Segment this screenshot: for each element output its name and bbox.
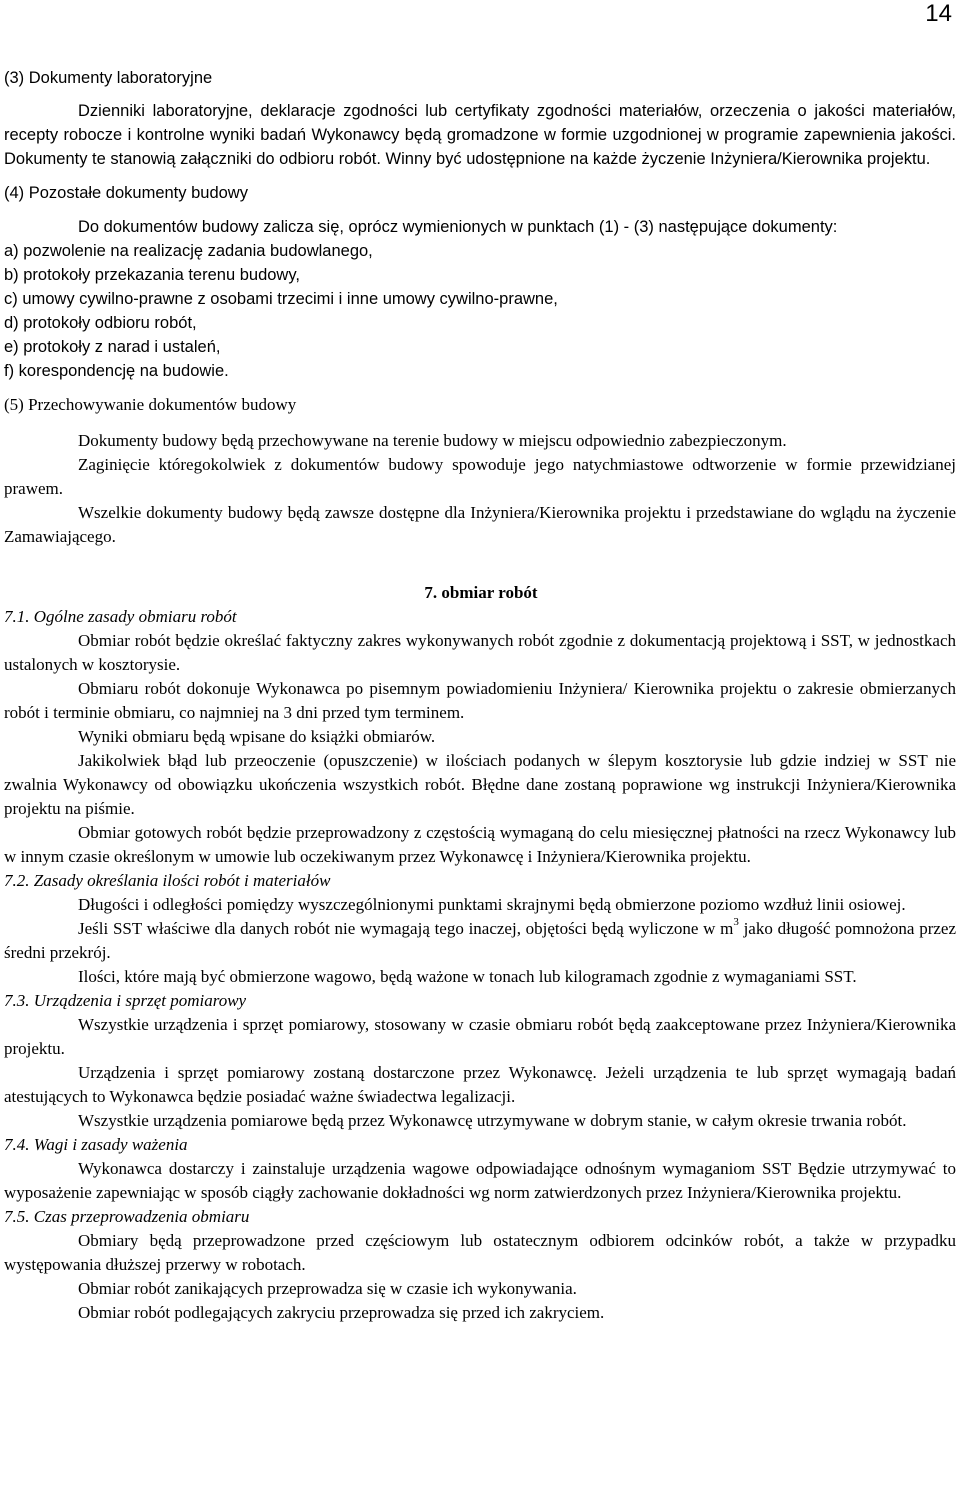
subsection-title: 7.1. Ogólne zasady obmiaru robót <box>4 607 237 626</box>
superscript: 3 <box>733 916 739 929</box>
paragraph: Wykonawca dostarczy i zainstaluje urządzenia wagowe odpowiadające odnośnym wymaganiom SST Będzie utrzymywać to wyposażenie zapewniając w sposób ciągły zachowanie dokładności wg norm zatwierdzonych przez Inżyniera/Kierownika projektu. <box>4 1159 956 1202</box>
paragraph: Urządzenia i sprzęt pomiarowy zostaną dostarczone przez Wykonawcę. Jeżeli urządzenia te lub sprzęt wymagają badań atestujących to Wykonawca będzie posiadać ważne świadectwa legalizacji. <box>4 1063 956 1106</box>
section-heading: (5) Przechowywanie dokumentów budowy <box>4 395 297 414</box>
chapter-title: 7. obmiar robót <box>424 583 538 602</box>
paragraph: Do dokumentów budowy zalicza się, oprócz wymienionych w punktach (1) - (3) następujące dokumenty: <box>78 218 838 236</box>
chapter-measurement <box>4 581 956 1325</box>
paragraph: Obmiar robót będzie określać faktyczny zakres wykonywanych robót zgodnie z dokumentacją projektową i SST, w jednostkach ustalonych w kosztorysie. <box>4 631 956 674</box>
paragraph: Wszystkie urządzenia i sprzęt pomiarowy, stosowany w czasie obmiaru robót będą zaakceptowane przez Inżyniera/Kierownika projektu. <box>4 1015 956 1058</box>
paragraph: Wszystkie urządzenia pomiarowe będą przez Wykonawcę utrzymywane w dobrym stanie, w całym okresie trwania robót. <box>78 1111 907 1130</box>
list-item: d) protokoły odbioru robót, <box>4 314 197 332</box>
paragraph-volume <box>4 917 956 965</box>
paragraph: Zaginięcie któregokolwiek z dokumentów budowy spowoduje jego natychmiastowe odtworzenie w formie przewidzianej prawem. <box>4 455 956 498</box>
list-item: f) korespondencję na budowie. <box>4 362 229 380</box>
paragraph: Długości i odległości pomiędzy wyszczególnionymi punktami skrajnymi będą obmierzone poziomo wzdłuż linii osiowej. <box>78 895 906 914</box>
page-number: 14 <box>925 0 952 27</box>
section-heading: (3) Dokumenty laboratoryjne <box>4 69 213 87</box>
subsection-title: 7.2. Zasady określania ilości robót i materiałów <box>4 871 331 890</box>
section-document-storage <box>4 393 956 549</box>
section-laboratory-documents <box>4 66 956 171</box>
subsection-title: 7.3. Urządzenia i sprzęt pomiarowy <box>4 991 247 1010</box>
section-other-documents <box>4 181 956 383</box>
text: Jeśli SST właściwe dla danych robót nie wymagają tego inaczej, objętości będą wyliczone w m <box>78 919 734 938</box>
paragraph: Obmiar robót podlegających zakryciu przeprowadza się przed ich zakryciem. <box>78 1303 605 1322</box>
subsection-title: 7.4. Wagi i zasady ważenia <box>4 1135 188 1154</box>
document-list <box>4 239 956 383</box>
paragraph: Obmiar robót zanikających przeprowadza się w czasie ich wykonywania. <box>78 1279 577 1298</box>
text: jako długość pomnożona przez średni przekrój. <box>4 919 956 962</box>
subsection-title: 7.5. Czas przeprowadzenia obmiaru <box>4 1207 250 1226</box>
paragraph: Obmiary będą przeprowadzone przed częściowym lub ostatecznym odbiorem odcinków robót, a także w przypadku występowania dłuższej przerwy w robotach. <box>4 1231 956 1274</box>
paragraph: Obmiaru robót dokonuje Wykonawca po pisemnym powiadomieniu Inżyniera/ Kierownika projektu o zakresie obmierzanych robót i terminie obmiaru, co najmniej na 3 dni przed tym terminem. <box>4 679 956 722</box>
list-item: c) umowy cywilno-prawne z osobami trzecimi i inne umowy cywilno-prawne, <box>4 290 558 308</box>
list-item: e) protokoły z narad i ustaleń, <box>4 338 221 356</box>
paragraph: Jakikolwiek błąd lub przeoczenie (opuszczenie) w ilościach podanych w ślepym kosztorysie lub gdzie indziej w SST nie zwalnia Wykonawcy od obowiązku ukończenia wszystkich robót. Błędne dane zostaną poprawione wg instrukcji Inżyniera/Kierownika projektu na piśmie. <box>4 751 956 818</box>
paragraph: Dokumenty budowy będą przechowywane na terenie budowy w miejscu odpowiednio zabezpieczonym. <box>78 431 787 450</box>
paragraph: Wszelkie dokumenty budowy będą zawsze dostępne dla Inżyniera/Kierownika projektu i przedstawiane do wglądu na życzenie Zamawiającego. <box>4 503 956 546</box>
paragraph: Ilości, które mają być obmierzone wagowo, będą ważone w tonach lub kilogramach zgodnie z wymaganiami SST. <box>78 967 857 986</box>
document-body <box>4 66 956 1325</box>
paragraph: Obmiar gotowych robót będzie przeprowadzony z częstością wymaganą do celu miesięcznej płatności na rzecz Wykonawcy lub w innym czasie określonym w umowie lub oczekiwanym przez Wykonawcę i Inżyniera/Kierownika projektu. <box>4 823 956 866</box>
list-item: a) pozwolenie na realizację zadania budowlanego, <box>4 242 373 260</box>
list-item: b) protokoły przekazania terenu budowy, <box>4 266 300 284</box>
paragraph: Wyniki obmiaru będą wpisane do książki obmiarów. <box>78 727 436 746</box>
paragraph: Dzienniki laboratoryjne, deklaracje zgodności lub certyfikaty zgodności materiałów, orzeczenia o jakości materiałów, recepty robocze i kontrolne wyniki badań Wykonawcy będą gromadzone w formie uzgodnionej w programie zapewnienia jakości. Dokumenty te stanowią załączniki do odbioru robót. Winny być udostępnione na każde życzenie Inżyniera/Kierownika projektu. <box>4 102 956 168</box>
section-heading: (4) Pozostałe dokumenty budowy <box>4 184 248 202</box>
